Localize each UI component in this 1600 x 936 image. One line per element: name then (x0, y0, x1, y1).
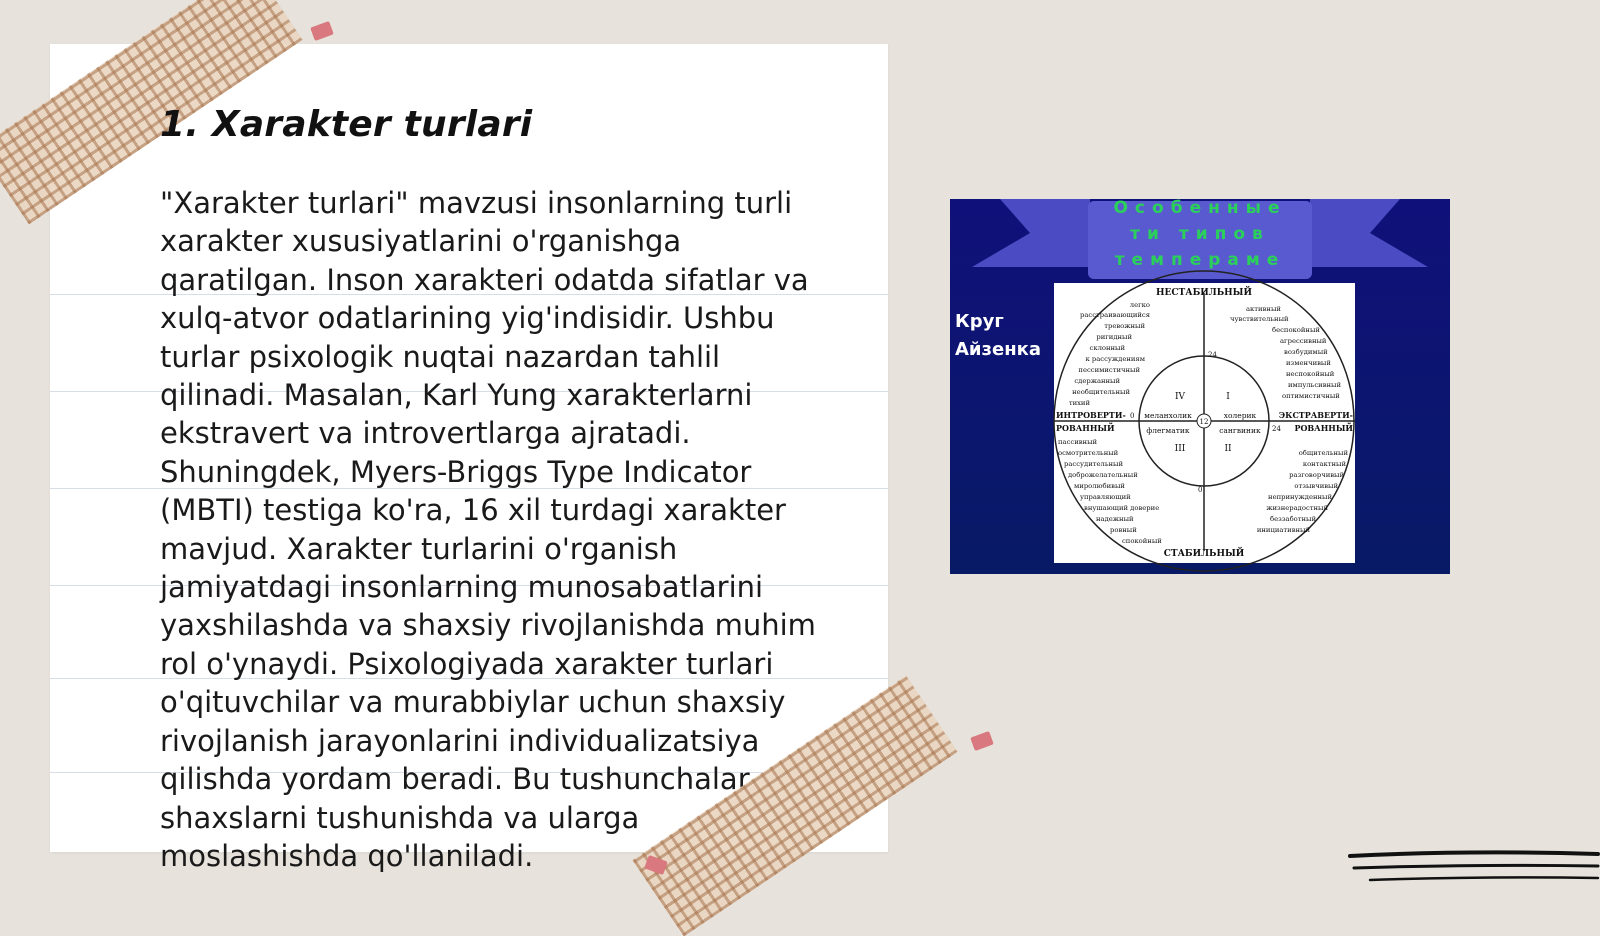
trait-text: склонный (1089, 344, 1125, 352)
trait-text: сдержанный (1074, 377, 1120, 385)
quadrant-ii: II (1224, 444, 1232, 454)
pin-mark (310, 21, 334, 41)
trait-text: беззаботный (1270, 515, 1316, 523)
scale-center: 12 (1199, 418, 1209, 426)
type-melancholic: меланхолик (1144, 411, 1192, 420)
trait-text: чувствительный (1230, 315, 1289, 323)
label-extraverted-2: РОВАННЫЙ (1294, 423, 1353, 433)
side-label-krug: Круг (955, 311, 1004, 332)
type-choleric: холерик (1223, 411, 1257, 420)
label-introverted-2: РОВАННЫЙ (1056, 423, 1115, 433)
scale-top: 24 (1208, 351, 1217, 359)
brush-strokes (1340, 842, 1600, 900)
trait-text: жизнерадостный (1266, 504, 1328, 512)
trait-text: активный (1246, 305, 1281, 313)
trait-text: пессимистичный (1078, 366, 1140, 374)
label-introverted-1: ИНТРОВЕРТИ- (1056, 410, 1126, 420)
type-sanguine: сангвиник (1219, 426, 1261, 435)
trait-text: неспокойный (1286, 370, 1335, 378)
trait-text: возбудимый (1284, 348, 1328, 356)
trait-text: тихий (1068, 399, 1090, 407)
trait-text: к рассуждениям (1085, 355, 1145, 363)
trait-text: доброжелательный (1068, 471, 1138, 479)
trait-text: ровный (1110, 526, 1137, 534)
trait-text: осмотрительный (1058, 449, 1119, 457)
scale-left: 0 (1130, 412, 1135, 420)
trait-text: необщительный (1072, 388, 1130, 396)
eysenck-circle-image (950, 199, 1450, 574)
quadrant-iii: III (1174, 444, 1186, 454)
trait-text: контактный (1302, 460, 1346, 468)
trait-text: оптимистичный (1282, 392, 1340, 400)
trait-text: ригидный (1096, 333, 1132, 341)
scale-bottom: 0 (1198, 486, 1203, 494)
trait-text: тревожный (1104, 322, 1145, 330)
quadrant-i: I (1226, 392, 1230, 402)
trait-text: изменчивый (1286, 359, 1331, 367)
trait-text: общительный (1298, 449, 1348, 457)
slide-body-text: "Xarakter turlari" mavzusi insonlarning turli xarakter xususiyatlarini o'rganishga qaratilgan. Inson xarakteri odatda sifatlar va xulq-atvor odatlarining yig'indisidir. Ushbu turlar psixologik nuqtai nazardan tahlil qilinadi. Masalan, Karl Yung xarakterlarni ekstravert va introvertlarga ajratadi. Shuningdek, Myers-Briggs Type Indicator (MBTI) testiga ko'ra, 16 xil turdagi xarakter mavjud. Xarakter turlarini o'rganish jamiyatdagi insonlarning munosabatlarini yaxshilashda va shaxsiy rivojlanishda muhim rol o'ynaydi. Psixologiyada xarakter turlari o'qituvchilar va murabbiylar uchun shaxsiy rivojlanish jarayonlarini individualizatsiya qilishda yordam beradi. Bu tushunchalar shaxslarni tushunishda va ularga moslashishda qo'llaniladi. (160, 186, 816, 873)
slide-title: 1. Xarakter turlari (160, 104, 533, 145)
trait-text: рассудительный (1064, 460, 1124, 468)
trait-text: легко (1129, 301, 1150, 309)
trait-text: агрессивный (1280, 337, 1327, 345)
banner-line-1: Особенные (1113, 199, 1287, 218)
trait-text: отзывчивый (1294, 482, 1338, 490)
trait-text: разговорчивый (1289, 471, 1344, 479)
trait-text: спокойный (1122, 537, 1162, 545)
trait-text: инициативный (1256, 526, 1310, 534)
trait-text: миролюбивый (1074, 482, 1125, 490)
label-extraverted-1: ЭКСТРАВЕРТИ- (1278, 410, 1353, 420)
trait-text: беспокойный (1272, 326, 1320, 334)
label-stable: СТАБИЛЬНЫЙ (1163, 549, 1245, 559)
trait-text: импульсивный (1288, 381, 1341, 389)
trait-text: управляющий (1080, 493, 1131, 501)
side-label-eysenck: Айзенка (955, 339, 1042, 360)
pin-mark (970, 731, 994, 751)
trait-text: расстраивающийся (1080, 311, 1150, 319)
scale-right: 24 (1272, 425, 1281, 433)
trait-text: внушающий доверие (1084, 504, 1160, 512)
trait-text: надежный (1096, 515, 1134, 523)
banner-line-2: ти типов (1130, 224, 1270, 244)
label-unstable: НЕСТАБИЛЬНЫЙ (1156, 288, 1252, 298)
banner-line-3: темпераме (1114, 250, 1286, 270)
quadrant-iv: IV (1174, 392, 1186, 402)
trait-text: непринужденный (1268, 493, 1332, 501)
type-phlegmatic: флегматик (1146, 426, 1190, 435)
trait-text: пассивный (1058, 438, 1098, 446)
